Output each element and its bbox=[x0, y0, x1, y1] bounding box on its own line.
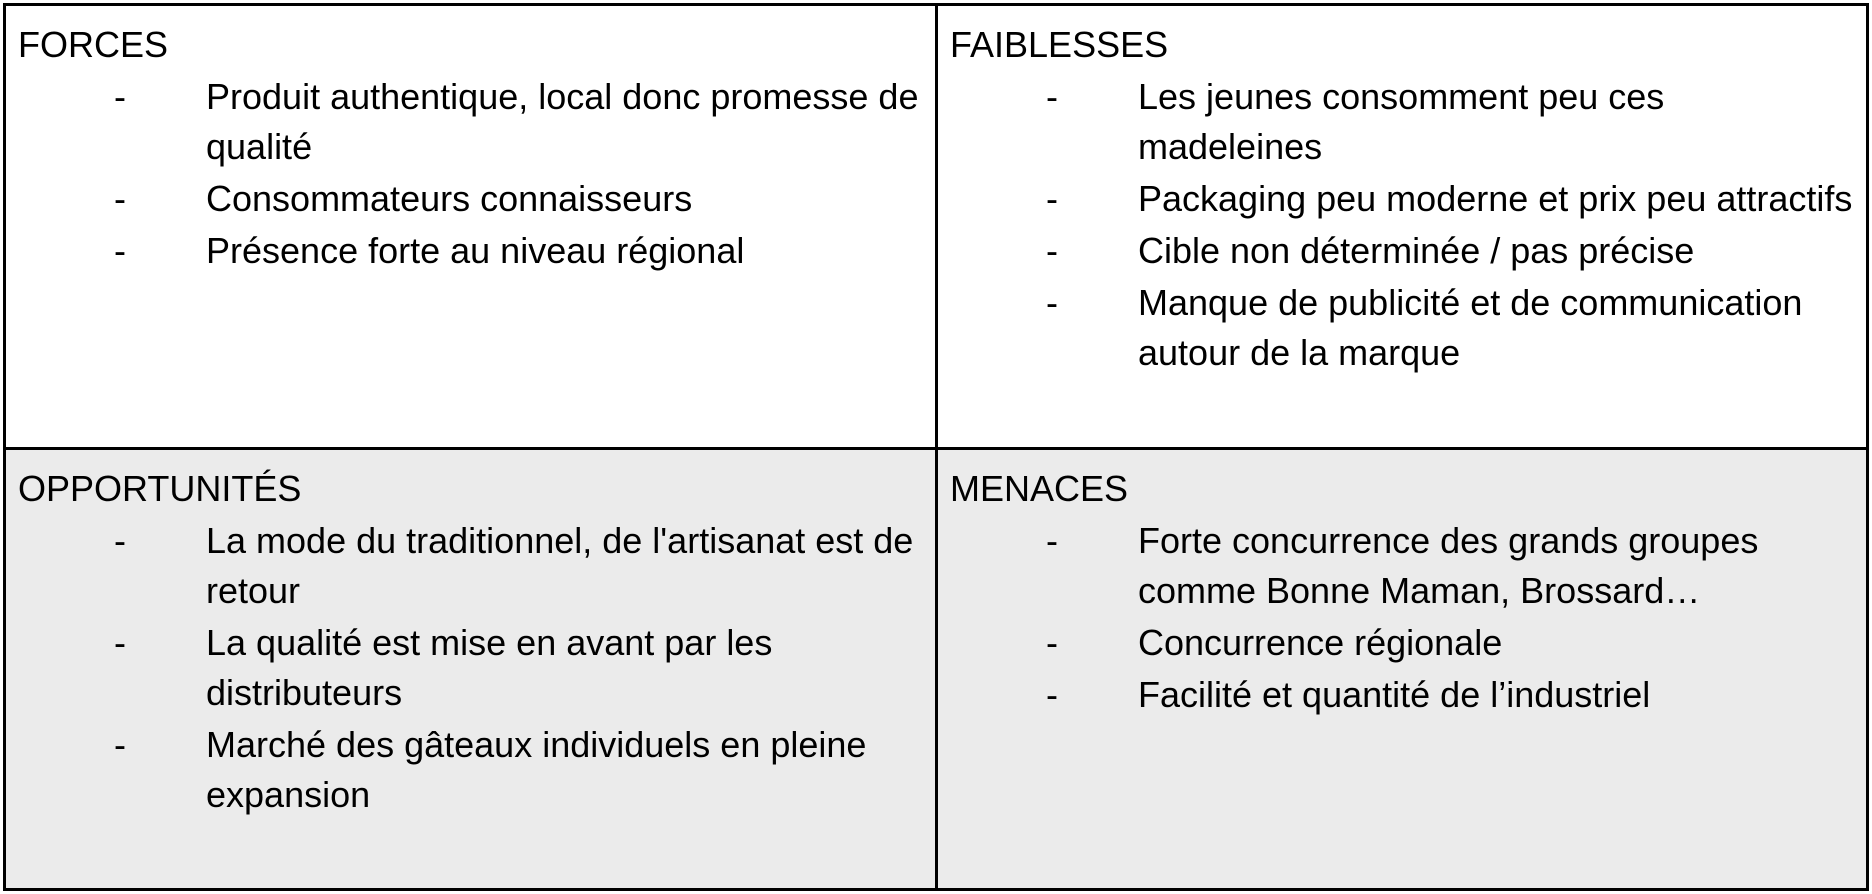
bullet-dash: - bbox=[114, 230, 126, 271]
list-item-text: Consommateurs connaisseurs bbox=[206, 178, 693, 219]
faiblesses-cell bbox=[938, 6, 1866, 450]
list-item bbox=[18, 174, 923, 224]
list-item-text: Produit authentique, local donc promesse de qualité bbox=[206, 76, 919, 167]
opportunites-heading: OPPORTUNITÉS bbox=[18, 468, 302, 509]
bullet-dash: - bbox=[1046, 76, 1058, 117]
list-item bbox=[950, 174, 1854, 224]
list-item bbox=[18, 72, 923, 172]
bullet-dash: - bbox=[1046, 674, 1058, 715]
list-item-text: Forte concurrence des grands groupes comme Bonne Maman, Brossard… bbox=[1138, 520, 1759, 611]
swot-table bbox=[3, 3, 1869, 891]
list-item-text: Marché des gâteaux individuels en pleine expansion bbox=[206, 724, 867, 815]
list-item-text: Manque de publicité et de communication autour de la marque bbox=[1138, 282, 1803, 373]
list-item-text: Concurrence régionale bbox=[1138, 622, 1503, 663]
bullet-dash: - bbox=[1046, 178, 1058, 219]
list-item bbox=[18, 516, 923, 616]
faiblesses-heading: FAIBLESSES bbox=[950, 24, 1169, 65]
list-item-text: Cible non déterminée / pas précise bbox=[1138, 230, 1695, 271]
bullet-dash: - bbox=[1046, 282, 1058, 323]
list-item-text: La mode du traditionnel, de l'artisanat est de retour bbox=[206, 520, 914, 611]
bullet-dash: - bbox=[114, 520, 126, 561]
menaces-cell bbox=[938, 450, 1866, 888]
forces-list bbox=[18, 72, 923, 276]
list-item bbox=[18, 720, 923, 820]
list-item bbox=[950, 618, 1854, 668]
list-item-text: Packaging peu moderne et prix peu attractifs bbox=[1138, 178, 1853, 219]
menaces-list bbox=[950, 516, 1854, 720]
bullet-dash: - bbox=[114, 724, 126, 765]
faiblesses-list bbox=[950, 72, 1854, 378]
list-item bbox=[18, 618, 923, 718]
list-item-text: Présence forte au niveau régional bbox=[206, 230, 745, 271]
menaces-heading: MENACES bbox=[950, 468, 1129, 509]
list-item-text: Facilité et quantité de l’industriel bbox=[1138, 674, 1651, 715]
bullet-dash: - bbox=[114, 178, 126, 219]
list-item-text: La qualité est mise en avant par les distributeurs bbox=[206, 622, 773, 713]
opportunites-list bbox=[18, 516, 923, 820]
bullet-dash: - bbox=[114, 622, 126, 663]
list-item bbox=[950, 226, 1854, 276]
list-item-text: Les jeunes consomment peu ces madeleines bbox=[1138, 76, 1665, 167]
list-item bbox=[18, 226, 923, 276]
bullet-dash: - bbox=[1046, 520, 1058, 561]
bullet-dash: - bbox=[1046, 622, 1058, 663]
forces-cell bbox=[6, 6, 938, 450]
opportunites-cell bbox=[6, 450, 938, 888]
forces-heading: FORCES bbox=[18, 24, 169, 65]
list-item bbox=[950, 670, 1854, 720]
list-item bbox=[950, 516, 1854, 616]
list-item bbox=[950, 72, 1854, 172]
bullet-dash: - bbox=[1046, 230, 1058, 271]
bullet-dash: - bbox=[114, 76, 126, 117]
list-item bbox=[950, 278, 1854, 378]
